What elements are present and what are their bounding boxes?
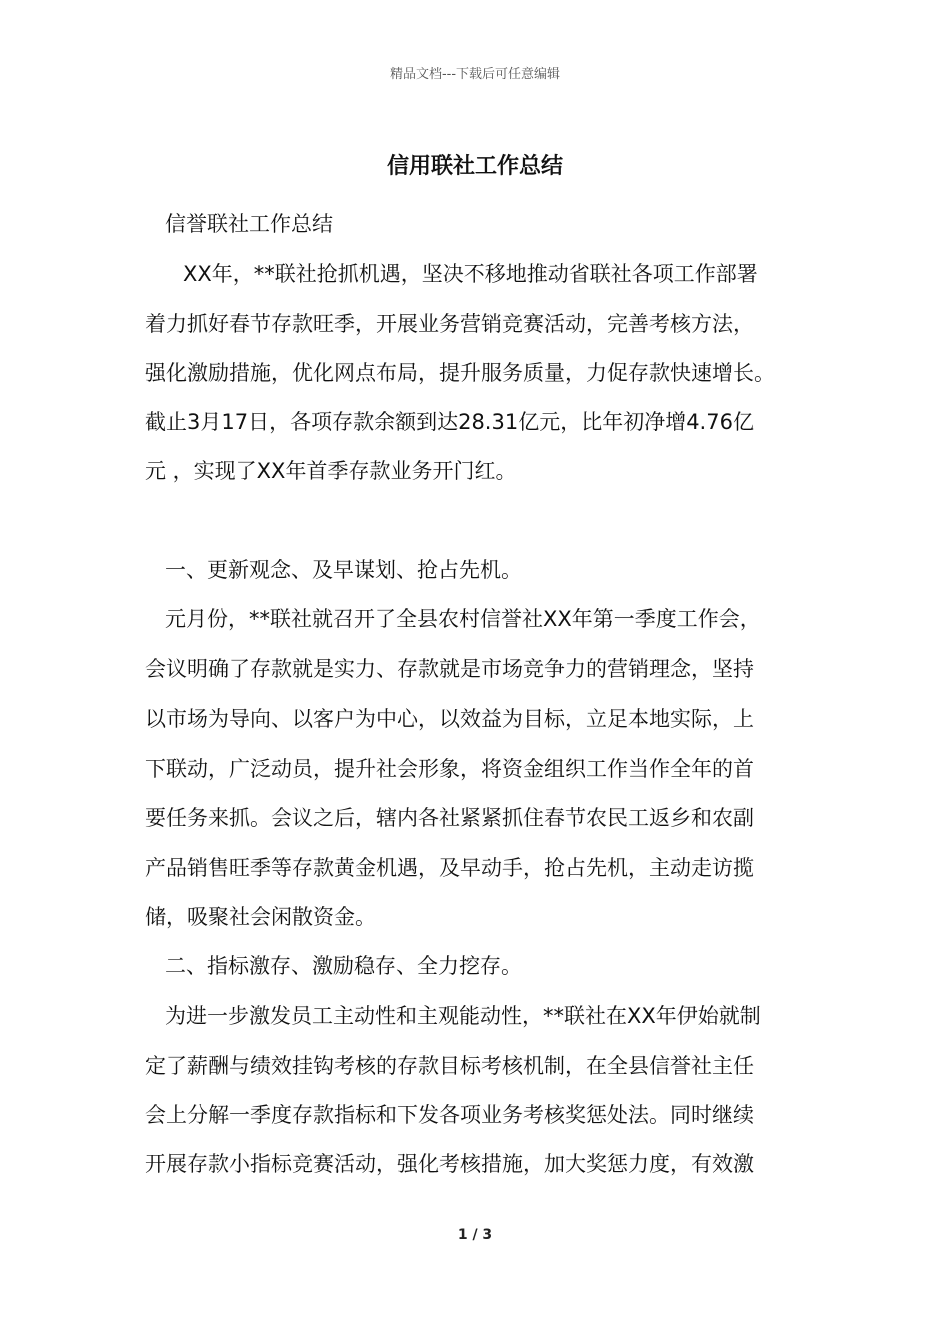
paragraph-line: 储，吸聚社会闲散资金。 <box>145 905 376 929</box>
paragraph-line: 着力抓好春节存款旺季，开展业务营销竞赛活动，完善考核方法， <box>145 312 754 336</box>
paragraph-line: 截止3月17日，各项存款余额到达28.31亿元，比年初净增4.76亿 <box>145 410 754 434</box>
paragraph-line: XX年，**联社抢抓机遇，坚决不移地推动省联社各项工作部署 <box>183 262 758 286</box>
paragraph-line: 元月份，**联社就召开了全县农村信誉社XX年第一季度工作会， <box>165 607 761 631</box>
paragraph-line: 以市场为导向、以客户为中心，以效益为目标，立足本地实际，上 <box>145 707 754 731</box>
paragraph-line: 强化激励措施，优化网点布局，提升服务质量，力促存款快速增长。 <box>145 361 775 385</box>
paragraph-line: 下联动，广泛动员，提升社会形象，将资金组织工作当作全年的首 <box>145 757 754 781</box>
document-title: 信用联社工作总结 <box>386 154 563 179</box>
paragraph-line: 要任务来抓。会议之后，辖内各社紧紧抓住春节农民工返乡和农副 <box>145 806 754 830</box>
paragraph-line: 为进一步激发员工主动性和主观能动性，**联社在XX年伊始就制 <box>165 1004 761 1028</box>
page-header: 精品文档---下载后可任意编辑 <box>389 67 561 82</box>
paragraph-line: 元 ，实现了XX年首季存款业务开门红。 <box>145 459 517 483</box>
subtitle-line: 信誉联社工作总结 <box>165 212 333 236</box>
paragraph-line: 会议明确了存款就是实力、存款就是市场竞争力的营销理念，坚持 <box>145 657 754 681</box>
paragraph-line: 产品销售旺季等存款黄金机遇，及早动手，抢占先机，主动走访揽 <box>145 856 754 880</box>
section-heading-1: 一、更新观念、及早谋划、抢占先机。 <box>165 558 522 582</box>
section-heading-2: 二、指标激存、激励稳存、全力挖存。 <box>165 954 522 978</box>
paragraph-line: 定了薪酬与绩效挂钩考核的存款目标考核机制，在全县信誉社主任 <box>145 1054 754 1078</box>
paragraph-line: 会上分解一季度存款指标和下发各项业务考核奖惩处法。同时继续 <box>145 1103 754 1127</box>
page-number: 1 / 3 <box>457 1227 493 1243</box>
paragraph-line: 开展存款小指标竞赛活动，强化考核措施，加大奖惩力度，有效激 <box>145 1152 754 1176</box>
